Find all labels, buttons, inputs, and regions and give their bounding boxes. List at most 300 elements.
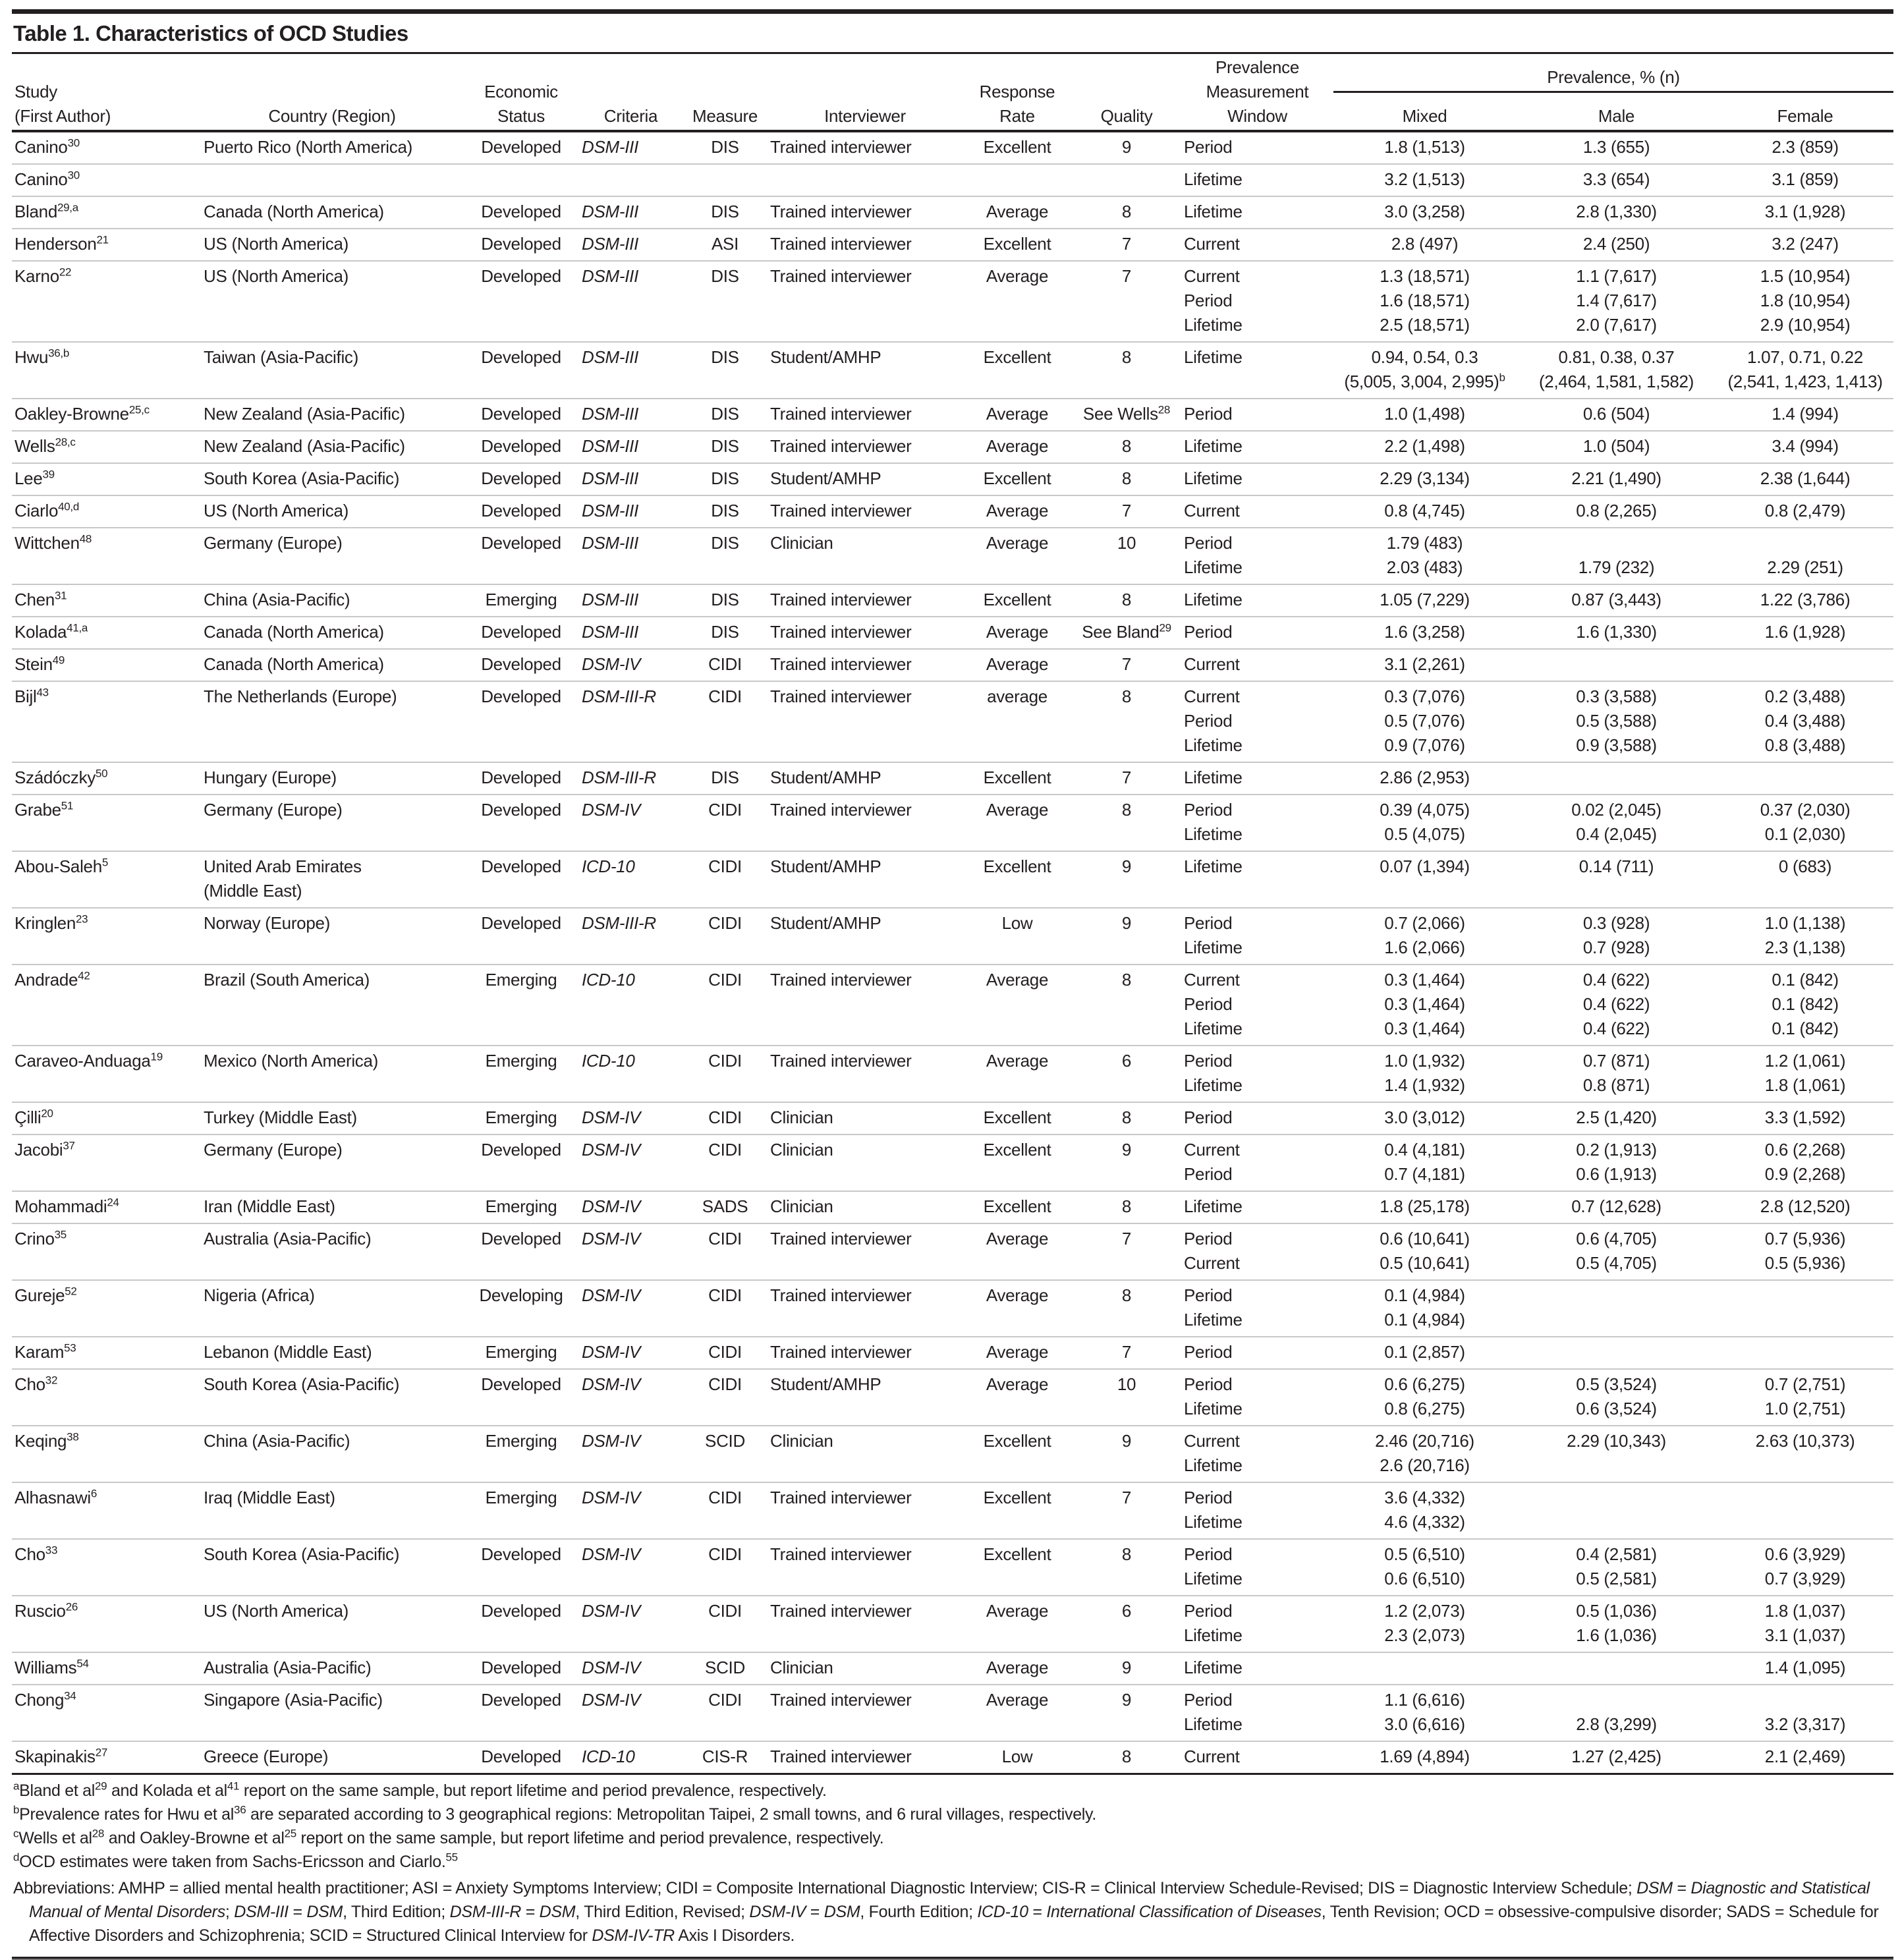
- study-reference: 30: [67, 169, 80, 182]
- abbreviation-italic: DSM-IV: [749, 1903, 806, 1921]
- quality-value: 10: [1117, 533, 1136, 553]
- value: 0.2 (3,488): [1764, 686, 1846, 706]
- male-line: [1519, 1429, 1714, 1453]
- abbreviation-text: , Third Edition;: [343, 1903, 450, 1921]
- abbreviation-text: =: [1028, 1903, 1047, 1921]
- table-body: [12, 131, 1893, 1774]
- header-female: Female: [1777, 106, 1833, 126]
- study-reference: 32: [45, 1374, 58, 1387]
- cell-economic-status: Developed: [481, 404, 561, 424]
- cell-measure: CIS-R: [702, 1747, 748, 1766]
- value: 2.9 (10,954): [1760, 315, 1851, 335]
- value: 0.1 (2,030): [1764, 824, 1846, 844]
- cell-male: [1516, 1280, 1717, 1337]
- study-author: Alhasnawi: [14, 1488, 91, 1507]
- study-author: Kolada: [14, 622, 67, 642]
- value: 0.7 (4,181): [1384, 1164, 1465, 1184]
- cell-measure: SADS: [702, 1196, 748, 1216]
- value: Lifetime: [1184, 1658, 1243, 1677]
- cell-measure: DIS: [711, 202, 739, 221]
- cell-measure: CIDI: [708, 1051, 742, 1071]
- male-line: [1519, 370, 1714, 394]
- cell-window: [1181, 229, 1333, 261]
- bottom-rule: [12, 1957, 1893, 1960]
- cell-female: [1717, 342, 1893, 399]
- window-line: [1184, 1567, 1331, 1591]
- female-line: [1719, 345, 1891, 370]
- cell-economic-status: Developed: [481, 1747, 561, 1766]
- quality-value: See Bland: [1082, 622, 1160, 642]
- cell-interviewer: Trained interviewer: [770, 800, 912, 820]
- value: 1.1 (6,616): [1384, 1690, 1465, 1710]
- study-author: Skapinakis: [14, 1747, 96, 1766]
- female-line: [1719, 434, 1891, 459]
- cell-measure: DIS: [711, 590, 739, 609]
- cell-economic-status: Developed: [481, 468, 561, 488]
- female-line: [1719, 1308, 1891, 1332]
- cell-measure: SCID: [705, 1431, 745, 1451]
- value: Lifetime: [1184, 824, 1243, 844]
- value: 3.3 (654): [1582, 169, 1650, 189]
- value: 0.5 (4,705): [1576, 1253, 1657, 1273]
- cell-measure: ASI: [711, 234, 739, 254]
- value: Current: [1184, 1431, 1240, 1451]
- cell-window: [1181, 342, 1333, 399]
- abbreviation-text: =: [521, 1903, 540, 1921]
- quality-value: 8: [1121, 1196, 1132, 1216]
- cell-mixed: [1333, 463, 1516, 495]
- abbreviation-text: , Tenth Revision; OCD = obsessive-compulsive disorder; SADS = Schedule for Affective Disorders and Schizophrenia; SCID = Structured Clinical Interview for: [29, 1903, 1879, 1945]
- cell-female: [1717, 1539, 1893, 1596]
- cell-response-rate: Average: [986, 654, 1049, 674]
- cell-window: [1181, 1134, 1333, 1191]
- cell-window: [1181, 1482, 1333, 1539]
- cell-economic-status: Emerging: [485, 1196, 557, 1216]
- abbreviations-note: [13, 1876, 1893, 1947]
- cell-quality: [1072, 261, 1181, 342]
- abbreviation-italic: ICD-10: [977, 1903, 1028, 1921]
- cell-female: [1717, 1191, 1893, 1223]
- study-author: Canino: [14, 137, 68, 157]
- mixed-line: [1336, 1251, 1513, 1275]
- cell-response-rate: Average: [986, 970, 1049, 990]
- value: 0.1 (842): [1772, 1019, 1839, 1038]
- cell-mixed: [1333, 1223, 1516, 1280]
- cell-criteria: DSM-III: [582, 533, 639, 553]
- female-line: [1719, 1486, 1891, 1510]
- mixed-line: [1336, 1017, 1513, 1041]
- value: 1.79 (483): [1386, 533, 1463, 553]
- male-line: [1519, 1073, 1714, 1098]
- value: 0.94, 0.54, 0.3: [1371, 347, 1478, 367]
- female-line: [1719, 588, 1891, 612]
- value: 2.8 (3,299): [1576, 1714, 1657, 1734]
- value: 0.3 (7,076): [1384, 686, 1465, 706]
- window-line: [1184, 1283, 1331, 1308]
- cell-mixed: [1333, 431, 1516, 463]
- table-row: [12, 1134, 1893, 1191]
- value: 1.3 (655): [1582, 137, 1650, 157]
- cell-interviewer: Trained interviewer: [770, 622, 912, 642]
- cell-measure: CIDI: [708, 913, 742, 933]
- male-line: [1519, 345, 1714, 370]
- value: Period: [1184, 1544, 1233, 1564]
- value: 0.9 (2,268): [1764, 1164, 1846, 1184]
- header-quality: Quality: [1100, 106, 1153, 126]
- cell-study: [12, 1482, 201, 1539]
- study-reference: 26: [65, 1600, 78, 1613]
- mixed-line: [1336, 709, 1513, 733]
- cell-economic-status: Developing: [479, 1285, 563, 1305]
- abbreviation-italic: DSM: [539, 1903, 576, 1921]
- male-line: [1519, 588, 1714, 612]
- cell-quality: [1072, 681, 1181, 762]
- study-reference: 22: [59, 266, 72, 279]
- cell-measure: CIDI: [708, 856, 742, 876]
- abbreviation-italic: DSM: [306, 1903, 343, 1921]
- table-row: [12, 1539, 1893, 1596]
- table-figure: [12, 9, 1893, 1960]
- cell-response-rate: Excellent: [983, 590, 1051, 609]
- study-reference: 51: [61, 799, 74, 812]
- cell-study: [12, 1337, 201, 1369]
- male-line: [1519, 232, 1714, 256]
- study-author: Karam: [14, 1342, 65, 1362]
- cell-quality: [1072, 196, 1181, 229]
- cell-mixed: [1333, 1046, 1516, 1102]
- value: 0.4 (2,045): [1576, 824, 1657, 844]
- value: 1.4 (994): [1772, 404, 1839, 424]
- quality-value: 6: [1121, 1601, 1132, 1621]
- cell-interviewer: Student/AMHP: [770, 913, 881, 933]
- female-line: [1719, 1049, 1891, 1073]
- mixed-line: [1336, 167, 1513, 192]
- cell-male: [1516, 1337, 1717, 1369]
- table-row: [12, 431, 1893, 463]
- cell-criteria: DSM-III: [582, 622, 639, 642]
- female-line: [1719, 733, 1891, 758]
- cell-quality: [1072, 795, 1181, 851]
- quality-value: 8: [1121, 590, 1132, 609]
- cell-male: [1516, 1741, 1717, 1774]
- male-line: [1519, 620, 1714, 644]
- value: Lifetime: [1184, 347, 1243, 367]
- cell-quality: [1072, 1426, 1181, 1482]
- male-line: [1519, 1567, 1714, 1591]
- cell-study: [12, 1223, 201, 1280]
- cell-criteria: DSM-III: [582, 234, 639, 254]
- footnote-text: Wells et al: [18, 1829, 92, 1847]
- cell-interviewer: Trained interviewer: [770, 266, 912, 286]
- cell-country: South Korea (Asia-Pacific): [204, 468, 400, 488]
- cell-criteria: ICD-10: [582, 970, 635, 990]
- cell-economic-status: Developed: [481, 686, 561, 706]
- cell-criteria: DSM-III: [582, 436, 639, 456]
- table-header: [12, 54, 1893, 131]
- female-line: [1719, 313, 1891, 337]
- cell-study: [12, 617, 201, 649]
- cell-country: Iraq (Middle East): [204, 1488, 335, 1507]
- value: Period: [1184, 622, 1233, 642]
- male-line: [1519, 135, 1714, 159]
- cell-female: [1717, 795, 1893, 851]
- cell-male: [1516, 762, 1717, 795]
- cell-interviewer: Trained interviewer: [770, 137, 912, 157]
- value: 1.6 (1,928): [1764, 622, 1846, 642]
- cell-country: Germany (Europe): [204, 800, 343, 820]
- value: 0.37 (2,030): [1760, 800, 1851, 820]
- cell-study: [12, 1102, 201, 1134]
- reference: 28: [92, 1827, 105, 1840]
- footnote-text: are separated according to 3 geographical regions: Metropolitan Taipei, 2 small towns, and 6 rural villages, respectively.: [246, 1805, 1097, 1824]
- cell-measure: CIDI: [708, 1374, 742, 1394]
- study-reference: 34: [64, 1689, 76, 1702]
- cell-female: [1717, 131, 1893, 164]
- value: (5,005, 3,004, 2,995): [1344, 372, 1499, 391]
- abbreviation-italic: DSM-III-R: [449, 1903, 522, 1921]
- cell-female: [1717, 528, 1893, 584]
- cell-country: Lebanon (Middle East): [204, 1342, 372, 1362]
- table-row: [12, 1046, 1893, 1102]
- window-line: [1184, 555, 1331, 580]
- value: Current: [1184, 266, 1240, 286]
- value: Current: [1184, 654, 1240, 674]
- window-line: [1184, 1251, 1331, 1275]
- value: 1.07, 0.71, 0.22: [1747, 347, 1863, 367]
- female-line: [1719, 1138, 1891, 1162]
- cell-economic-status: Developed: [481, 654, 561, 674]
- cell-window: [1181, 965, 1333, 1046]
- value: Current: [1184, 686, 1240, 706]
- cell-country: Germany (Europe): [204, 533, 343, 553]
- cell-response-rate: Average: [986, 1229, 1049, 1248]
- study-author: Wittchen: [14, 533, 80, 553]
- cell-response-rate: Excellent: [983, 856, 1051, 876]
- value: Period: [1184, 404, 1233, 424]
- female-line: [1719, 1453, 1891, 1478]
- abbreviation-italic: DSM: [1636, 1879, 1673, 1897]
- cell-window: [1181, 851, 1333, 908]
- cell-male: [1516, 196, 1717, 229]
- cell-country: Mexico (North America): [204, 1051, 379, 1071]
- value: 3.2 (1,513): [1384, 169, 1465, 189]
- value: 1.0 (504): [1582, 436, 1650, 456]
- cell-mixed: [1333, 762, 1516, 795]
- cell-mixed: [1333, 164, 1516, 196]
- cell-quality: [1072, 965, 1181, 1046]
- footnote-text: OCD estimates were taken from Sachs-Ericsson and Ciarlo.: [19, 1853, 446, 1871]
- cell-economic-status: Developed: [481, 533, 561, 553]
- cell-window: [1181, 649, 1333, 681]
- cell-interviewer: Trained interviewer: [770, 686, 912, 706]
- cell-response-rate: Excellent: [983, 468, 1051, 488]
- table-row: [12, 164, 1893, 196]
- mixed-line: [1336, 1283, 1513, 1308]
- cell-male: [1516, 649, 1717, 681]
- cell-window: [1181, 617, 1333, 649]
- value: Lifetime: [1184, 1625, 1243, 1645]
- cell-study: [12, 1539, 201, 1596]
- study-author: Mohammadi: [14, 1196, 107, 1216]
- header-study: Study (First Author): [14, 82, 111, 126]
- footnote: [13, 1826, 1893, 1850]
- cell-economic-status: Developed: [481, 1690, 561, 1710]
- study-author: Williams: [14, 1658, 77, 1677]
- cell-response-rate: Average: [986, 533, 1049, 553]
- cell-response-rate: Excellent: [983, 1488, 1051, 1507]
- value: 2.03 (483): [1386, 557, 1463, 577]
- male-line: [1519, 1486, 1714, 1510]
- cell-economic-status: Developed: [481, 347, 561, 367]
- value: 0.3 (3,588): [1576, 686, 1657, 706]
- value: 0.4 (3,488): [1764, 711, 1846, 731]
- value: Period: [1184, 1164, 1233, 1184]
- cell-window: [1181, 1539, 1333, 1596]
- value: 3.1 (1,928): [1764, 202, 1846, 221]
- cell-economic-status: Developed: [481, 202, 561, 221]
- window-line: [1184, 652, 1331, 677]
- value: 0.4 (2,581): [1576, 1544, 1657, 1564]
- male-line: [1519, 1162, 1714, 1187]
- mixed-line: [1336, 992, 1513, 1017]
- mixed-line: [1336, 1688, 1513, 1712]
- study-reference: 54: [76, 1657, 89, 1670]
- value: Period: [1184, 533, 1233, 553]
- window-line: [1184, 911, 1331, 936]
- female-line: [1719, 911, 1891, 936]
- male-line: [1519, 555, 1714, 580]
- mixed-line: [1336, 264, 1513, 289]
- study-reference: 23: [76, 912, 88, 926]
- study-author: Abou-Saleh: [14, 856, 102, 876]
- cell-response-rate: Excellent: [983, 137, 1051, 157]
- table-title: Table 1. Characteristics of OCD Studies: [12, 14, 1893, 54]
- study-author: Jacobi: [14, 1140, 63, 1160]
- value: 2.6 (20,716): [1380, 1455, 1470, 1475]
- cell-mixed: [1333, 681, 1516, 762]
- cell-country: New Zealand (Asia-Pacific): [204, 404, 405, 424]
- cell-country: Hungary (Europe): [204, 768, 337, 787]
- mixed-line: [1336, 1745, 1513, 1769]
- cell-criteria: DSM-IV: [582, 1374, 641, 1394]
- mixed-line: [1336, 434, 1513, 459]
- study-reference: 38: [67, 1430, 79, 1443]
- header-country: Country (Region): [268, 106, 396, 126]
- mixed-line: [1336, 1106, 1513, 1130]
- cell-mixed: [1333, 1280, 1516, 1337]
- value: 0.6 (10,641): [1380, 1229, 1470, 1248]
- footnote-text: and Kolada et al: [107, 1781, 227, 1800]
- cell-quality: [1072, 1482, 1181, 1539]
- cell-response-rate: Average: [986, 1051, 1049, 1071]
- cell-measure: DIS: [711, 468, 739, 488]
- table-row: [12, 795, 1893, 851]
- study-reference: 6: [90, 1487, 97, 1500]
- cell-response-rate: Excellent: [983, 234, 1051, 254]
- value: Lifetime: [1184, 1196, 1243, 1216]
- window-line: [1184, 370, 1331, 394]
- value: 0.1 (4,984): [1384, 1285, 1465, 1305]
- value: 0.9 (3,588): [1576, 735, 1657, 755]
- cell-female: [1717, 229, 1893, 261]
- window-line: [1184, 1138, 1331, 1162]
- table-row: [12, 681, 1893, 762]
- table-row: [12, 1337, 1893, 1369]
- mixed-line: [1336, 313, 1513, 337]
- cell-measure: DIS: [711, 436, 739, 456]
- cell-criteria: DSM-IV: [582, 1107, 641, 1127]
- cell-quality: [1072, 1280, 1181, 1337]
- value: Lifetime: [1184, 1019, 1243, 1038]
- female-line: [1719, 1073, 1891, 1098]
- male-line: [1519, 709, 1714, 733]
- cell-window: [1181, 1280, 1333, 1337]
- cell-study: [12, 463, 201, 495]
- cell-male: [1516, 1596, 1717, 1652]
- cell-criteria: DSM-IV: [582, 800, 641, 820]
- cell-male: [1516, 1482, 1717, 1539]
- header-male: Male: [1598, 106, 1635, 126]
- female-line: [1719, 620, 1891, 644]
- footnote-text: and Oakley-Browne et al: [104, 1829, 285, 1847]
- quality-value: 7: [1121, 768, 1132, 787]
- cell-window: [1181, 196, 1333, 229]
- window-line: [1184, 531, 1331, 555]
- study-author: Karno: [14, 266, 59, 286]
- female-line: [1719, 968, 1891, 992]
- header-mixed: Mixed: [1402, 106, 1447, 126]
- cell-country: Nigeria (Africa): [204, 1285, 315, 1305]
- cell-measure: CIDI: [708, 1285, 742, 1305]
- study-author: Szádóczky: [14, 768, 96, 787]
- footnote-text: report on the same sample, but report lifetime and period prevalence, respectively.: [239, 1781, 827, 1800]
- value: Period: [1184, 1690, 1233, 1710]
- value: 1.69 (4,894): [1380, 1747, 1470, 1766]
- value: 2.5 (1,420): [1576, 1107, 1657, 1127]
- value: 0.3 (1,464): [1384, 994, 1465, 1014]
- study-reference: 33: [45, 1544, 58, 1557]
- cell-country: Canada (North America): [204, 622, 384, 642]
- cell-male: [1516, 1652, 1717, 1685]
- cell-quality: [1072, 463, 1181, 495]
- female-line: [1719, 1340, 1891, 1364]
- cell-mixed: [1333, 965, 1516, 1046]
- cell-mixed: [1333, 1426, 1516, 1482]
- cell-measure: CIDI: [708, 1229, 742, 1248]
- female-line: [1719, 1688, 1891, 1712]
- mixed-line: [1336, 232, 1513, 256]
- study-author: Chen: [14, 590, 55, 609]
- window-line: [1184, 766, 1331, 790]
- value: Lifetime: [1184, 1310, 1243, 1330]
- cell-mixed: [1333, 1596, 1516, 1652]
- value: 0.5 (6,510): [1384, 1544, 1465, 1564]
- mixed-line: [1336, 1162, 1513, 1187]
- female-line: [1719, 1510, 1891, 1534]
- cell-quality: [1072, 1685, 1181, 1741]
- cell-country: Germany (Europe): [204, 1140, 343, 1160]
- mixed-line: [1336, 135, 1513, 159]
- cell-study: [12, 762, 201, 795]
- cell-interviewer: Trained interviewer: [770, 202, 912, 221]
- cell-economic-status: Developed: [481, 1544, 561, 1564]
- value: 1.4 (7,617): [1576, 291, 1657, 310]
- cell-female: [1717, 1337, 1893, 1369]
- mixed-line: [1336, 766, 1513, 790]
- cell-economic-status: Emerging: [485, 1051, 557, 1071]
- value: Period: [1184, 994, 1233, 1014]
- cell-measure: DIS: [711, 137, 739, 157]
